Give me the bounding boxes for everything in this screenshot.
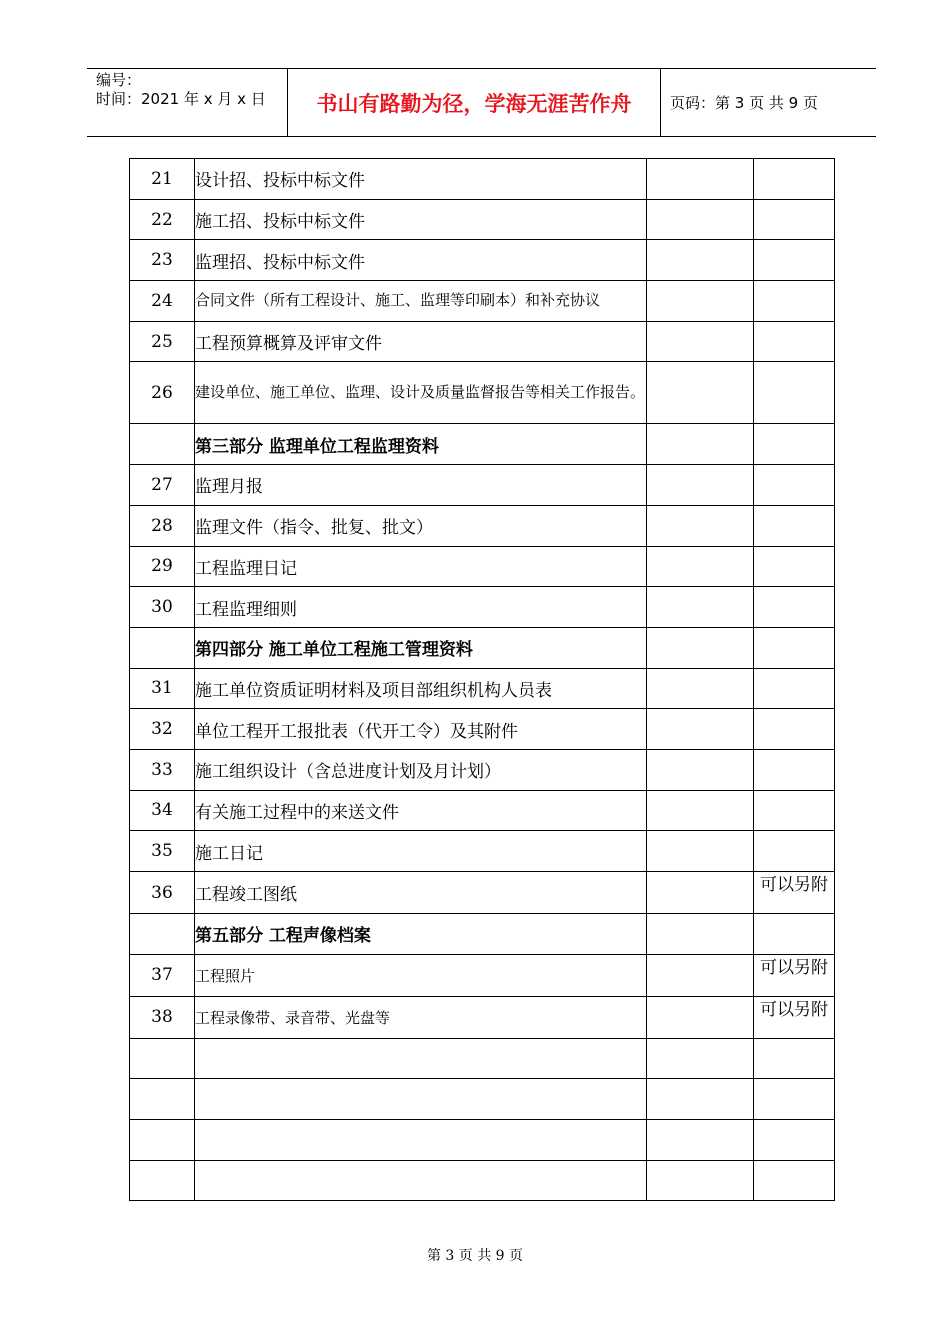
row-number: 27 xyxy=(130,465,195,506)
table-row xyxy=(130,790,835,831)
row-blank-cell xyxy=(647,1038,754,1079)
row-description: 工程竣工图纸 xyxy=(195,872,647,914)
row-number: 26 xyxy=(130,362,195,424)
table-row xyxy=(130,465,835,506)
header-motto: 书山有路勤为径，学海无涯苦作舟 xyxy=(316,91,632,116)
row-blank-cell xyxy=(647,424,754,465)
row-blank-cell xyxy=(647,546,754,587)
row-blank-cell xyxy=(647,1120,754,1161)
row-description: 施工日记 xyxy=(195,831,647,872)
row-number xyxy=(130,424,195,465)
row-number xyxy=(130,1038,195,1079)
row-note xyxy=(754,199,835,240)
row-number: 22 xyxy=(130,199,195,240)
row-note xyxy=(754,831,835,872)
row-number: 29 xyxy=(130,546,195,587)
table-row xyxy=(130,321,835,362)
row-note xyxy=(754,424,835,465)
row-note xyxy=(754,996,835,1038)
row-blank-cell xyxy=(647,1079,754,1120)
table-row xyxy=(130,240,835,281)
row-blank-cell xyxy=(647,281,754,322)
row-blank-cell xyxy=(647,872,754,914)
row-description: 有关施工过程中的来送文件 xyxy=(195,790,647,831)
row-description: 监理月报 xyxy=(195,465,647,506)
row-number xyxy=(130,1079,195,1120)
row-blank-cell xyxy=(647,709,754,750)
table-row xyxy=(130,996,835,1038)
row-description: 建设单位、施工单位、监理、设计及质量监督报告等相关工作报告。 xyxy=(195,362,647,424)
row-number: 28 xyxy=(130,505,195,546)
table-row xyxy=(130,281,835,322)
row-note xyxy=(754,872,835,914)
table-row xyxy=(130,954,835,996)
row-blank-cell xyxy=(647,831,754,872)
table-row xyxy=(130,159,835,200)
table-row xyxy=(130,362,835,424)
row-description: 工程预算概算及评审文件 xyxy=(195,321,647,362)
row-note xyxy=(754,1120,835,1161)
empty-row xyxy=(130,1038,835,1079)
section-row xyxy=(130,627,835,668)
row-description xyxy=(195,1160,647,1201)
section-heading: 第五部分 工程声像档案 xyxy=(195,914,647,955)
row-note xyxy=(754,159,835,200)
row-blank-cell xyxy=(647,1160,754,1201)
row-number: 38 xyxy=(130,996,195,1038)
row-description: 工程录像带、录音带、光盘等 xyxy=(195,996,647,1038)
row-note xyxy=(754,749,835,790)
row-note xyxy=(754,465,835,506)
row-description xyxy=(195,1120,647,1161)
row-description: 施工组织设计（含总进度计划及月计划） xyxy=(195,749,647,790)
table-row xyxy=(130,546,835,587)
table-row xyxy=(130,505,835,546)
header-page-number: 页码：第 3 页 共 9 页 xyxy=(670,94,818,112)
row-note xyxy=(754,1160,835,1201)
row-note xyxy=(754,954,835,996)
row-number xyxy=(130,1160,195,1201)
row-number: 35 xyxy=(130,831,195,872)
row-description: 施工单位资质证明材料及项目部组织机构人员表 xyxy=(195,668,647,709)
row-blank-cell xyxy=(647,362,754,424)
table-row xyxy=(130,668,835,709)
row-note-text: 可以另附 xyxy=(760,875,828,895)
section-row xyxy=(130,424,835,465)
row-description: 设计招、投标中标文件 xyxy=(195,159,647,200)
table-row xyxy=(130,587,835,628)
row-number: 32 xyxy=(130,709,195,750)
row-note xyxy=(754,709,835,750)
row-number: 31 xyxy=(130,668,195,709)
row-description xyxy=(195,1079,647,1120)
empty-row xyxy=(130,1079,835,1120)
row-number: 24 xyxy=(130,281,195,322)
header-meta xyxy=(96,71,266,109)
row-description xyxy=(195,1038,647,1079)
row-description: 监理文件（指令、批复、批文） xyxy=(195,505,647,546)
row-blank-cell xyxy=(647,668,754,709)
row-note xyxy=(754,1079,835,1120)
table-row xyxy=(130,872,835,914)
row-blank-cell xyxy=(647,240,754,281)
page-header xyxy=(87,68,876,137)
row-description xyxy=(195,281,647,322)
row-blank-cell xyxy=(647,199,754,240)
row-blank-cell xyxy=(647,914,754,955)
row-number: 34 xyxy=(130,790,195,831)
header-divider xyxy=(660,69,661,136)
row-blank-cell xyxy=(647,954,754,996)
doc-code-label: 编号： xyxy=(96,71,142,89)
row-number: 33 xyxy=(130,749,195,790)
row-blank-cell xyxy=(647,321,754,362)
row-number: 30 xyxy=(130,587,195,628)
table-row xyxy=(130,199,835,240)
row-note xyxy=(754,790,835,831)
row-blank-cell xyxy=(647,505,754,546)
row-description: 工程照片 xyxy=(195,954,647,996)
archive-list-table xyxy=(129,158,835,1201)
section-heading: 第三部分 监理单位工程监理资料 xyxy=(195,424,647,465)
empty-row xyxy=(130,1160,835,1201)
row-description: 单位工程开工报批表（代开工令）及其附件 xyxy=(195,709,647,750)
row-description: 工程监理日记 xyxy=(195,546,647,587)
row-blank-cell xyxy=(647,790,754,831)
row-blank-cell xyxy=(647,465,754,506)
row-description: 工程监理细则 xyxy=(195,587,647,628)
row-note xyxy=(754,505,835,546)
row-blank-cell xyxy=(647,587,754,628)
row-number: 21 xyxy=(130,159,195,200)
row-blank-cell xyxy=(647,627,754,668)
doc-time-label: 时间：2021 年 x 月 x 日 xyxy=(96,90,266,108)
empty-row xyxy=(130,1120,835,1161)
row-note xyxy=(754,627,835,668)
row-note xyxy=(754,281,835,322)
row-description: 监理招、投标中标文件 xyxy=(195,240,647,281)
row-note xyxy=(754,546,835,587)
row-blank-cell xyxy=(647,159,754,200)
row-number xyxy=(130,627,195,668)
section-row xyxy=(130,914,835,955)
table-row xyxy=(130,749,835,790)
row-note xyxy=(754,668,835,709)
row-note xyxy=(754,587,835,628)
row-description: 施工招、投标中标文件 xyxy=(195,199,647,240)
row-note-text: 可以另附 xyxy=(760,999,828,1020)
row-number: 36 xyxy=(130,872,195,914)
row-blank-cell xyxy=(647,749,754,790)
row-number: 37 xyxy=(130,954,195,996)
row-note xyxy=(754,240,835,281)
row-note xyxy=(754,362,835,424)
row-note-text: 可以另附 xyxy=(760,957,828,978)
row-note xyxy=(754,1038,835,1079)
row-number xyxy=(130,1120,195,1161)
row-note xyxy=(754,914,835,955)
table-row xyxy=(130,709,835,750)
section-heading: 第四部分 施工单位工程施工管理资料 xyxy=(195,627,647,668)
row-blank-cell xyxy=(647,996,754,1038)
row-number: 25 xyxy=(130,321,195,362)
row-note xyxy=(754,321,835,362)
table-row xyxy=(130,831,835,872)
row-description-text: 合同文件（所有工程设计、施工、监理等印刷本）和补充协议 xyxy=(195,290,601,309)
row-number: 23 xyxy=(130,240,195,281)
page-footer: 第 3 页 共 9 页 xyxy=(426,1248,524,1264)
row-number xyxy=(130,914,195,955)
